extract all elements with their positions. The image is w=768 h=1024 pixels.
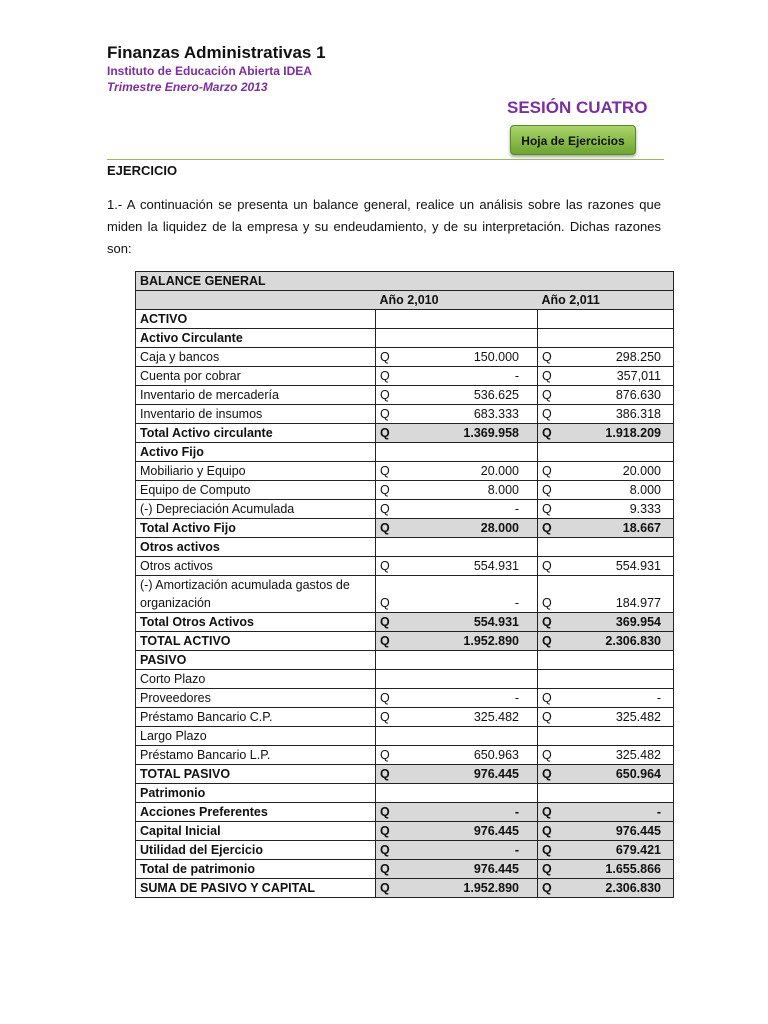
currency-symbol: Q: [380, 824, 390, 838]
amount-2011: 8.000: [629, 483, 661, 497]
amount-2010: -: [514, 691, 519, 705]
amount-2010: -: [514, 369, 519, 383]
course-title: Finanzas Administrativas 1: [107, 43, 326, 62]
value-2011-cell: [538, 879, 674, 898]
amount-2011: 20.000: [622, 464, 661, 478]
table-row: [136, 443, 674, 462]
value-2011-cell: [538, 651, 674, 670]
table-header-row: [136, 291, 674, 310]
table-row: [136, 538, 674, 557]
column-header-2010: Año 2,010: [376, 291, 538, 310]
value-2011-cell: [538, 462, 674, 481]
value-2011-cell: [538, 481, 674, 500]
currency-symbol: Q: [380, 388, 390, 402]
value-2010-cell: [376, 708, 538, 727]
value-2010-cell: [376, 784, 538, 803]
currency-symbol: Q: [380, 559, 390, 573]
value-2010-cell: [376, 613, 538, 632]
value-2010-cell: [376, 651, 538, 670]
currency-symbol: Q: [542, 369, 552, 383]
row-label: PASIVO: [136, 651, 376, 670]
value-2010-cell: [376, 765, 538, 784]
row-label: Acciones Preferentes: [136, 803, 376, 822]
table-row: [136, 405, 674, 424]
row-label: Otros activos: [136, 557, 376, 576]
value-2011-cell: [538, 803, 674, 822]
row-label: Activo Fijo: [136, 443, 376, 462]
table-row: [136, 519, 674, 538]
table-row: [136, 310, 674, 329]
session-title: SESIÓN CUATRO: [507, 98, 648, 117]
amount-2010: -: [514, 805, 519, 819]
value-2011-cell: [538, 348, 674, 367]
table-row: [136, 746, 674, 765]
amount-2011: 976.445: [615, 824, 661, 838]
table-row: [136, 841, 674, 860]
value-2010-cell: [376, 519, 538, 538]
table-row: [136, 632, 674, 651]
amount-2011: 1.655.866: [605, 862, 661, 876]
amount-2010: 8.000: [487, 483, 519, 497]
amount-2010: 976.445: [473, 862, 519, 876]
row-label: Largo Plazo: [136, 727, 376, 746]
table-row: [136, 784, 674, 803]
amount-2011: 679.421: [615, 843, 661, 857]
table-row: [136, 500, 674, 519]
trimester-label: Trimestre Enero-Marzo 2013: [107, 80, 268, 94]
amount-2011: 325.482: [615, 748, 661, 762]
row-label: Total Activo circulante: [136, 424, 376, 443]
amount-2010: 554.931: [473, 615, 519, 629]
institute-name: Instituto de Educación Abierta IDEA: [107, 64, 312, 78]
currency-symbol: Q: [542, 464, 552, 478]
row-label: ACTIVO: [136, 310, 376, 329]
amount-2010: -: [514, 502, 519, 516]
value-2011-cell: [538, 405, 674, 424]
row-label: Cuenta por cobrar: [136, 367, 376, 386]
value-2011-cell: [538, 746, 674, 765]
amount-2010: 650.963: [473, 748, 519, 762]
currency-symbol: Q: [542, 824, 552, 838]
currency-symbol: Q: [380, 464, 390, 478]
amount-2010: -: [514, 596, 519, 610]
currency-symbol: Q: [542, 843, 552, 857]
currency-symbol: Q: [380, 710, 390, 724]
amount-2011: 876.630: [615, 388, 661, 402]
row-label: Proveedores: [136, 689, 376, 708]
table-row: [136, 462, 674, 481]
currency-symbol: Q: [542, 615, 552, 629]
table-row: [136, 576, 674, 613]
value-2010-cell: [376, 348, 538, 367]
currency-symbol: Q: [542, 710, 552, 724]
amount-2011: 2.306.830: [605, 634, 661, 648]
currency-symbol: Q: [380, 502, 390, 516]
value-2011-cell: [538, 500, 674, 519]
row-label: Total Otros Activos: [136, 613, 376, 632]
amount-2011: 1.918.209: [605, 426, 661, 440]
amount-2011: -: [656, 691, 661, 705]
row-label: Inventario de insumos: [136, 405, 376, 424]
header-divider: [107, 159, 664, 160]
amount-2011: 2.306.830: [605, 881, 661, 895]
table-row: [136, 329, 674, 348]
value-2010-cell: [376, 310, 538, 329]
value-2010-cell: [376, 462, 538, 481]
value-2011-cell: [538, 632, 674, 651]
value-2011-cell: [538, 519, 674, 538]
table-row: [136, 481, 674, 500]
value-2011-cell: [538, 841, 674, 860]
currency-symbol: Q: [542, 748, 552, 762]
amount-2010: 325.482: [473, 710, 519, 724]
row-label: Utilidad del Ejercicio: [136, 841, 376, 860]
amount-2010: 976.445: [473, 767, 519, 781]
value-2011-cell: [538, 557, 674, 576]
table-row: [136, 708, 674, 727]
currency-symbol: Q: [542, 350, 552, 364]
amount-2010: 554.931: [473, 559, 519, 573]
value-2011-cell: [538, 689, 674, 708]
table-row: [136, 879, 674, 898]
table-row: [136, 367, 674, 386]
currency-symbol: Q: [542, 634, 552, 648]
value-2010-cell: [376, 443, 538, 462]
value-2010-cell: [376, 879, 538, 898]
row-label: Caja y bancos: [136, 348, 376, 367]
row-label: Capital Inicial: [136, 822, 376, 841]
value-2010-cell: [376, 670, 538, 689]
value-2011-cell: [538, 765, 674, 784]
currency-symbol: Q: [542, 388, 552, 402]
row-label: Total Activo Fijo: [136, 519, 376, 538]
currency-symbol: Q: [542, 881, 552, 895]
currency-symbol: Q: [542, 767, 552, 781]
currency-symbol: Q: [380, 350, 390, 364]
value-2011-cell: [538, 708, 674, 727]
currency-symbol: Q: [380, 407, 390, 421]
value-2010-cell: [376, 424, 538, 443]
row-label: Total de patrimonio: [136, 860, 376, 879]
value-2010-cell: [376, 841, 538, 860]
row-label: Activo Circulante: [136, 329, 376, 348]
currency-symbol: Q: [542, 521, 552, 535]
value-2011-cell: [538, 727, 674, 746]
currency-symbol: Q: [380, 596, 390, 610]
amount-2010: 1.369.958: [463, 426, 519, 440]
amount-2011: 357,011: [616, 369, 661, 383]
value-2010-cell: [376, 405, 538, 424]
amount-2011: 184.977: [615, 596, 661, 610]
currency-symbol: Q: [542, 805, 552, 819]
amount-2011: -: [656, 805, 661, 819]
amount-2010: 28.000: [480, 521, 519, 535]
table-row: [136, 689, 674, 708]
row-label: TOTAL PASIVO: [136, 765, 376, 784]
currency-symbol: Q: [380, 426, 390, 440]
value-2010-cell: [376, 329, 538, 348]
table-row: [136, 765, 674, 784]
amount-2011: 650.964: [615, 767, 661, 781]
currency-symbol: Q: [380, 521, 390, 535]
row-label: Préstamo Bancario L.P.: [136, 746, 376, 765]
row-label: SUMA DE PASIVO Y CAPITAL: [136, 879, 376, 898]
table-row: [136, 424, 674, 443]
exercise-intro-paragraph: 1.- A continuación se presenta un balance general, realice un análisis sobre las razones que miden la liquidez de la empresa y su endeudamiento, y de su interpretación. Dichas razones son:: [107, 197, 661, 256]
row-label: Equipo de Computo: [136, 481, 376, 500]
currency-symbol: Q: [380, 862, 390, 876]
section-heading: EJERCICIO: [107, 163, 178, 178]
table-row: [136, 860, 674, 879]
value-2011-cell: [538, 784, 674, 803]
currency-symbol: Q: [380, 369, 390, 383]
amount-2010: 150.000: [473, 350, 519, 364]
amount-2010: -: [514, 843, 519, 857]
value-2011-cell: [538, 367, 674, 386]
amount-2010: 1.952.890: [463, 634, 519, 648]
table-row: [136, 613, 674, 632]
value-2010-cell: [376, 576, 538, 613]
value-2011-cell: [538, 670, 674, 689]
currency-symbol: Q: [542, 596, 552, 610]
amount-2011: 369.954: [615, 615, 661, 629]
amount-2010: 536.625: [473, 388, 519, 402]
amount-2011: 18.667: [622, 521, 661, 535]
value-2010-cell: [376, 822, 538, 841]
amount-2011: 554.931: [615, 559, 661, 573]
row-label: Patrimonio: [136, 784, 376, 803]
value-2010-cell: [376, 557, 538, 576]
currency-symbol: Q: [380, 881, 390, 895]
value-2010-cell: [376, 860, 538, 879]
row-label: TOTAL ACTIVO: [136, 632, 376, 651]
currency-symbol: Q: [542, 483, 552, 497]
table-row: [136, 651, 674, 670]
currency-symbol: Q: [542, 691, 552, 705]
balance-sheet-table: [135, 271, 674, 898]
value-2010-cell: [376, 803, 538, 822]
row-label: Mobiliario y Equipo: [136, 462, 376, 481]
amount-2011: 9.333: [629, 502, 661, 516]
value-2010-cell: [376, 689, 538, 708]
value-2010-cell: [376, 632, 538, 651]
currency-symbol: Q: [542, 559, 552, 573]
table-row: [136, 386, 674, 405]
currency-symbol: Q: [542, 426, 552, 440]
row-label: (-) Amortización acumulada gastos de organización: [136, 576, 376, 613]
table-row: [136, 670, 674, 689]
currency-symbol: Q: [380, 483, 390, 497]
amount-2011: 298.250: [615, 350, 661, 364]
value-2011-cell: [538, 860, 674, 879]
amount-2011: 325.482: [615, 710, 661, 724]
value-2011-cell: [538, 424, 674, 443]
value-2010-cell: [376, 367, 538, 386]
currency-symbol: Q: [380, 748, 390, 762]
currency-symbol: Q: [380, 634, 390, 648]
row-label: Corto Plazo: [136, 670, 376, 689]
value-2010-cell: [376, 538, 538, 557]
amount-2010: 20.000: [480, 464, 519, 478]
currency-symbol: Q: [380, 805, 390, 819]
column-header-2011: Año 2,011: [538, 291, 674, 310]
table-title-row: [136, 272, 674, 291]
value-2010-cell: [376, 386, 538, 405]
currency-symbol: Q: [380, 691, 390, 705]
table-title: BALANCE GENERAL: [136, 272, 376, 291]
value-2010-cell: [376, 746, 538, 765]
currency-symbol: Q: [380, 843, 390, 857]
table-row: [136, 348, 674, 367]
amount-2011: 386.318: [615, 407, 661, 421]
value-2010-cell: [376, 500, 538, 519]
value-2011-cell: [538, 310, 674, 329]
amount-2010: 976.445: [473, 824, 519, 838]
row-label: Otros activos: [136, 538, 376, 557]
row-label: Préstamo Bancario C.P.: [136, 708, 376, 727]
value-2010-cell: [376, 481, 538, 500]
value-2011-cell: [538, 822, 674, 841]
table-row: [136, 727, 674, 746]
currency-symbol: Q: [380, 767, 390, 781]
table-row: [136, 822, 674, 841]
value-2010-cell: [376, 727, 538, 746]
value-2011-cell: [538, 576, 674, 613]
currency-symbol: Q: [542, 502, 552, 516]
value-2011-cell: [538, 443, 674, 462]
amount-2010: 683.333: [473, 407, 519, 421]
currency-symbol: Q: [380, 615, 390, 629]
currency-symbol: Q: [542, 407, 552, 421]
amount-2010: 1.952.890: [463, 881, 519, 895]
currency-symbol: Q: [542, 862, 552, 876]
table-row: [136, 803, 674, 822]
row-label: (-) Depreciación Acumulada: [136, 500, 376, 519]
table-row: [136, 557, 674, 576]
value-2011-cell: [538, 613, 674, 632]
row-label: Inventario de mercadería: [136, 386, 376, 405]
exercise-sheet-button[interactable]: Hoja de Ejercicios: [510, 125, 636, 155]
value-2011-cell: [538, 329, 674, 348]
value-2011-cell: [538, 386, 674, 405]
value-2011-cell: [538, 538, 674, 557]
